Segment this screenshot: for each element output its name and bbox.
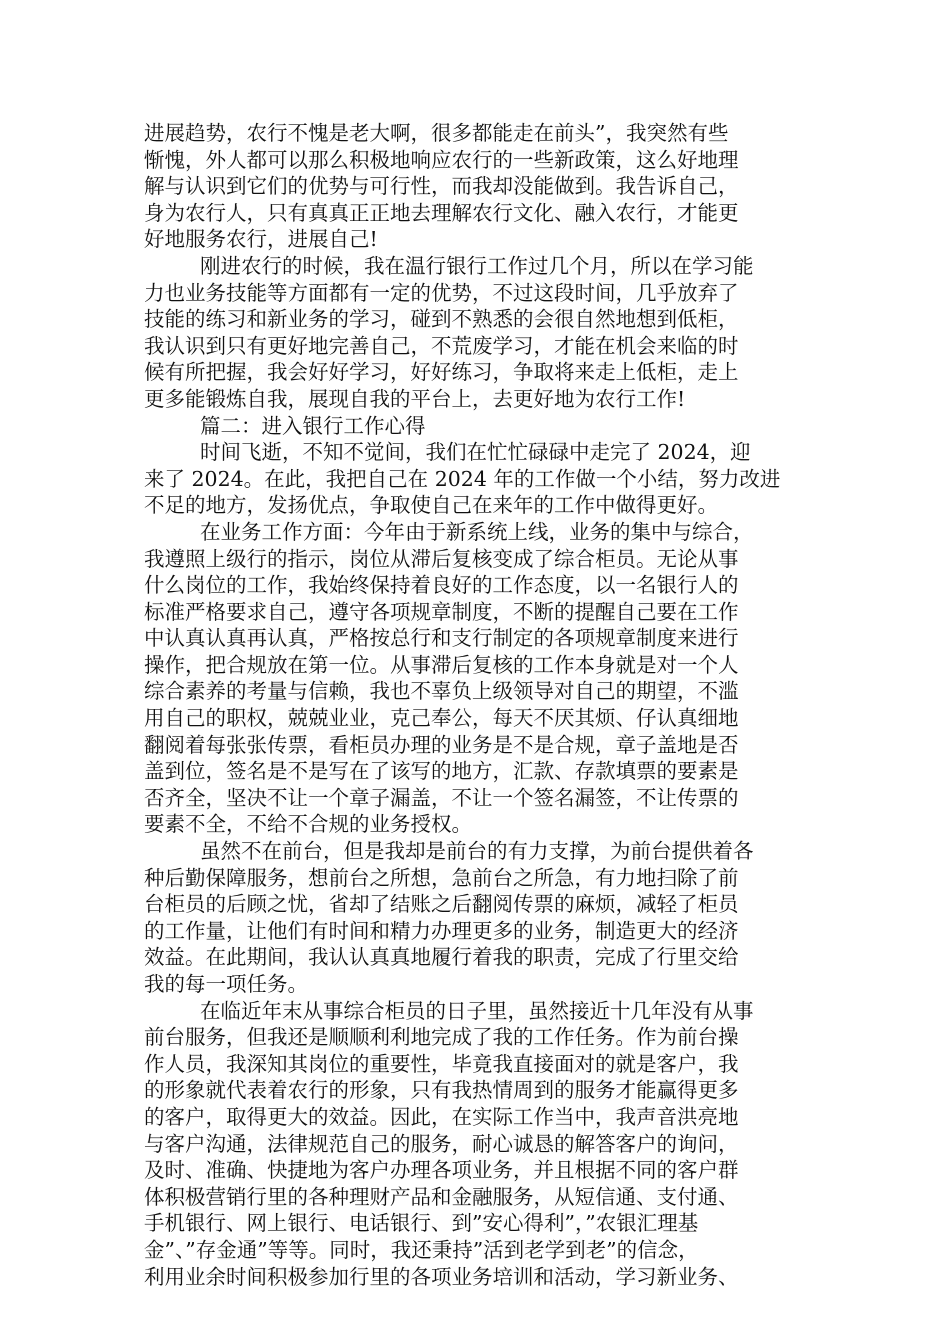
text-line: 进展趋势，农行不愧是老大啊，很多都能走在前头”，我突然有些 [144,121,729,145]
document-page [144,120,824,1290]
text-line: 解与认识到它们的优势与可行性，而我却没能做到。我告诉自己， [144,174,739,199]
text-line: 力也业务技能等方面都有一定的优势，不过这段时间，几乎放弃了 [144,280,739,305]
text-line: 手机银行、网上银行、电话银行、到”安心得利”，”农银汇理基 [144,1211,699,1236]
paragraph-first-line: 刚进农行的时候，我在温行银行工作过几个月，所以在学习能 [200,253,754,278]
text-line: 我认识到只有更好地完善自己，不荒废学习，才能在机会来临的时 [144,333,739,358]
text-line: 作人员，我深知其岗位的重要性，毕竟我直接面对的就是客户，我 [144,1051,739,1076]
text-line: 要素不全，不给不合规的业务授权。 [144,812,472,837]
text-line: 的形象就代表着农行的形象，只有我热情周到的服务才能赢得更多 [144,1078,739,1103]
text-line: 我遵照上级行的指示，岗位从滞后复核变成了综合柜员。无论从事 [144,546,739,571]
text-line: 的工作量，让他们有时间和精力办理更多的业务，制造更大的经济 [144,918,739,943]
paragraph-first-line: 时间飞逝，不知不觉间，我们在忙忙碌碌中走完了 2024，迎 [200,440,751,465]
text-line: 用自己的职权，兢兢业业，克己奉公，每天不厌其烦、仔认真细地 [144,706,739,731]
text-line: 什么岗位的工作，我始终保持着良好的工作态度，以一名银行人的 [144,573,739,598]
text-line: 金”、”存金通”等等。同时，我还秉持”活到老学到老”的信念， [144,1237,699,1262]
paragraph-first-line: 在临近年末从事综合柜员的日子里，虽然接近十几年没有从事 [200,998,754,1023]
text-line: 种后勤保障服务，想前台之所想，急前台之所急，有力地扫除了前 [144,865,739,890]
text-line: 不足的地方，发扬优点，争取使自己在来年的工作中做得更好。 [144,493,718,518]
text-line: 我的每一项任务。 [144,972,308,996]
text-line: 综合素养的考量与信赖，我也不辜负上级领导对自己的期望，不滥 [144,679,739,704]
text-line: 惭愧，外人都可以那么积极地响应农行的一些新政策，这么好地理 [144,147,739,172]
text-line: 候有所把握，我会好好学习，好好练习，争取将来走上低柜，走上 [144,360,739,385]
text-line: 好地服务农行，进展自己! [144,227,378,252]
text-line: 盖到位，签名是不是写在了该写的地方，汇款、存款填票的要素是 [144,759,739,784]
text-line: 更多能锻炼自我，展现自我的平台上，去更好地为农行工作! [144,386,686,411]
text-line: 前台服务，但我还是顺顺利利地完成了我的工作任务。作为前台操 [144,1025,739,1050]
text-line: 及时、准确、快捷地为客户办理各项业务，并且根据不同的客户群 [144,1158,739,1183]
text-line: 效益。在此期间，我认认真真地履行着我的职责，完成了行里交给 [144,945,739,970]
paragraph-first-line: 篇二：进入银行工作心得 [200,413,426,438]
text-line: 与客户沟通，法律规范自己的服务，耐心诚恳的解答客户的询问， [144,1131,739,1156]
text-line: 来了 2024。在此，我把自己在 2024 年的工作做一个小结，努力改进 [144,466,781,491]
text-line: 身为农行人，只有真真正正地去理解农行文化、融入农行，才能更 [144,200,739,225]
text-line: 操作，把合规放在第一位。从事滞后复核的工作本身就是对一个人 [144,652,739,677]
text-line: 利用业余时间积极参加行里的各项业务培训和活动，学习新业务、 [144,1264,739,1289]
text-line: 中认真认真再认真，严格按总行和支行制定的各项规章制度来进行 [144,626,739,651]
text-line: 的客户，取得更大的效益。因此，在实际工作当中，我声音洪亮地 [144,1104,739,1129]
text-line: 标准严格要求自己，遵守各项规章制度，不断的提醒自己要在工作 [144,599,739,624]
text-line: 技能的练习和新业务的学习，碰到不熟悉的会很自然地想到低柜， [144,307,739,332]
paragraph-first-line: 虽然不在前台，但是我却是前台的有力支撑，为前台提供着各 [200,839,754,864]
text-line: 否齐全，坚决不让一个章子漏盖，不让一个签名漏签，不让传票的 [144,785,739,810]
text-line: 翻阅着每张张传票，看柜员办理的业务是不是合规，章子盖地是否 [144,732,739,757]
paragraph-first-line: 在业务工作方面：今年由于新系统上线，业务的集中与综合， [200,519,754,544]
text-line: 台柜员的后顾之忧，省却了结账之后翻阅传票的麻烦，减轻了柜员 [144,892,739,917]
text-line: 体积极营销行里的各种理财产品和金融服务，从短信通、支付通、 [144,1184,739,1209]
